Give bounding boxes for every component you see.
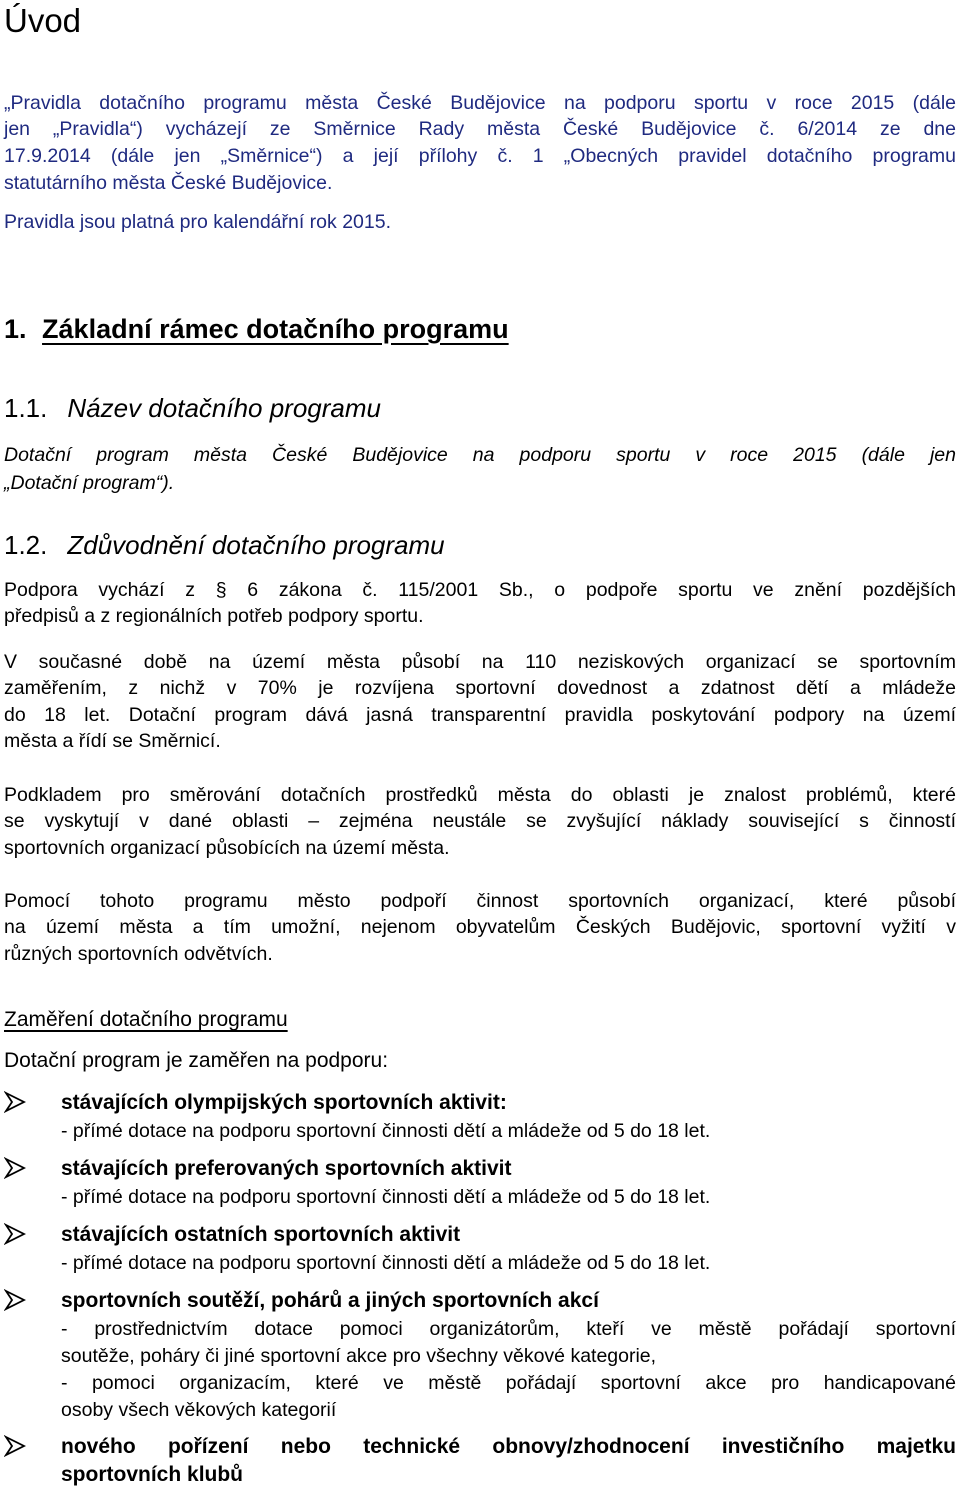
arrow-bullet-icon <box>4 1091 26 1113</box>
focus-item-sub: - přímé dotace na podporu sportovní činnosti dětí a mládeže od 5 do 18 let. <box>61 1252 711 1274</box>
intro-line-3: 17.9.2014 (dále jen „Směrnice“) a její přílohy č. 1 „Obecných pravidel dotačního programu <box>4 145 956 167</box>
focus-item-title-cont: sportovních klubů <box>61 1463 244 1486</box>
intro-line-1: „Pravidla dotačního programu města České Budějovice na podporu sportu v roce 2015 (dále <box>4 92 956 114</box>
section-1-1-number: 1.1. <box>4 393 48 423</box>
section-1-1-title: Název dotačního programu <box>67 393 381 423</box>
focus-item-title: stávajících preferovaných sportovních aktivit <box>61 1157 512 1180</box>
arrow-bullet-icon <box>4 1435 26 1457</box>
rationale-p3-line-2: se vyskytují v dané oblasti – zejména neustále se zvyšující náklady související s činností <box>4 810 956 832</box>
rationale-p4-line-2: na území města a tím umožní, nejenom obyvatelům Českých Budějovic, sportovní vyžití v <box>4 916 956 938</box>
focus-item-sub: - přímé dotace na podporu sportovní činnosti dětí a mládeže od 5 do 18 let. <box>61 1120 711 1142</box>
section-1-1-heading <box>4 393 956 424</box>
focus-item-title: sportovních soutěží, pohárů a jiných sportovních akcí <box>61 1289 599 1312</box>
focus-intro: Dotační program je zaměřen na podporu: <box>4 1049 389 1072</box>
intro-validity: Pravidla jsou platná pro kalendářní rok 2015. <box>4 211 391 233</box>
focus-item-title: stávajících olympijských sportovních aktivit: <box>61 1091 507 1114</box>
rationale-p1-line-2: předpisů a z regionálních potřeb podpory sportu. <box>4 605 424 627</box>
rationale-p2-line-4: města a řídí se Směrnicí. <box>4 730 221 752</box>
arrow-bullet-icon <box>4 1223 26 1245</box>
section-1-1-text-line-1: Dotační program města České Budějovice na podporu sportu v roce 2015 (dále jen <box>4 444 956 466</box>
section-1-title: Základní rámec dotačního programu <box>42 314 509 344</box>
arrow-bullet-icon <box>4 1289 26 1311</box>
rationale-p1-line-1: Podpora vychází z § 6 zákona č. 115/2001 Sb., o podpoře sportu ve znění pozdějších <box>4 579 956 601</box>
section-1-2-title: Zdůvodnění dotačního programu <box>67 530 445 560</box>
rationale-p3-line-1: Podkladem pro směrování dotačních prostředků města do oblasti je znalost problémů, které <box>4 784 956 806</box>
rationale-p2-line-2: zaměřením, z nichž v 70% je rozvíjena sportovní dovednost a zdatnost dětí a mládeže <box>4 677 956 699</box>
focus-item-sub: osoby všech věkových kategorií <box>61 1399 337 1421</box>
focus-heading: Zaměření dotačního programu <box>4 1008 288 1031</box>
intro-line-4: statutárního města České Budějovice. <box>4 172 333 194</box>
section-1-2-number: 1.2. <box>4 530 48 560</box>
section-1-number: 1. <box>4 314 27 344</box>
rationale-p2-line-1: V současné době na území města působí na 110 neziskových organizací se sportovním <box>4 651 956 673</box>
rationale-p4-line-3: různých sportovních odvětvích. <box>4 943 273 965</box>
focus-item-sub: soutěže, poháry či jiné sportovní akce pro všechny věkové kategorie, <box>61 1345 657 1367</box>
page-title: Úvod <box>4 2 82 39</box>
focus-item-sub: - pomoci organizacím, které ve městě pořádají sportovní akce pro handicapované <box>61 1372 956 1394</box>
focus-item-sub: - přímé dotace na podporu sportovní činnosti dětí a mládeže od 5 do 18 let. <box>61 1186 711 1208</box>
arrow-bullet-icon <box>4 1157 26 1179</box>
rationale-p2-line-3: do 18 let. Dotační program dává jasná transparentní pravidla poskytování podpory na území <box>4 704 956 726</box>
intro-line-2: jen „Pravidla“) vycházejí ze Směrnice Rady města České Budějovice č. 6/2014 ze dne <box>4 118 956 140</box>
section-1-2-heading <box>4 530 956 561</box>
section-1-heading <box>4 314 956 345</box>
section-1-1-text-line-2: „Dotační program“). <box>4 472 175 494</box>
focus-item-title: stávajících ostatních sportovních aktivit <box>61 1223 461 1246</box>
rationale-p3-line-3: sportovních organizací působících na území města. <box>4 837 450 859</box>
focus-item-sub: - prostřednictvím dotace pomoci organizátorům, kteří ve městě pořádají sportovní <box>61 1318 956 1340</box>
rationale-p4-line-1: Pomocí tohoto programu město podpoří činnost sportovních organizací, které působí <box>4 890 956 912</box>
focus-item-title: nového pořízení nebo technické obnovy/zhodnocení investičního majetku <box>61 1435 956 1458</box>
